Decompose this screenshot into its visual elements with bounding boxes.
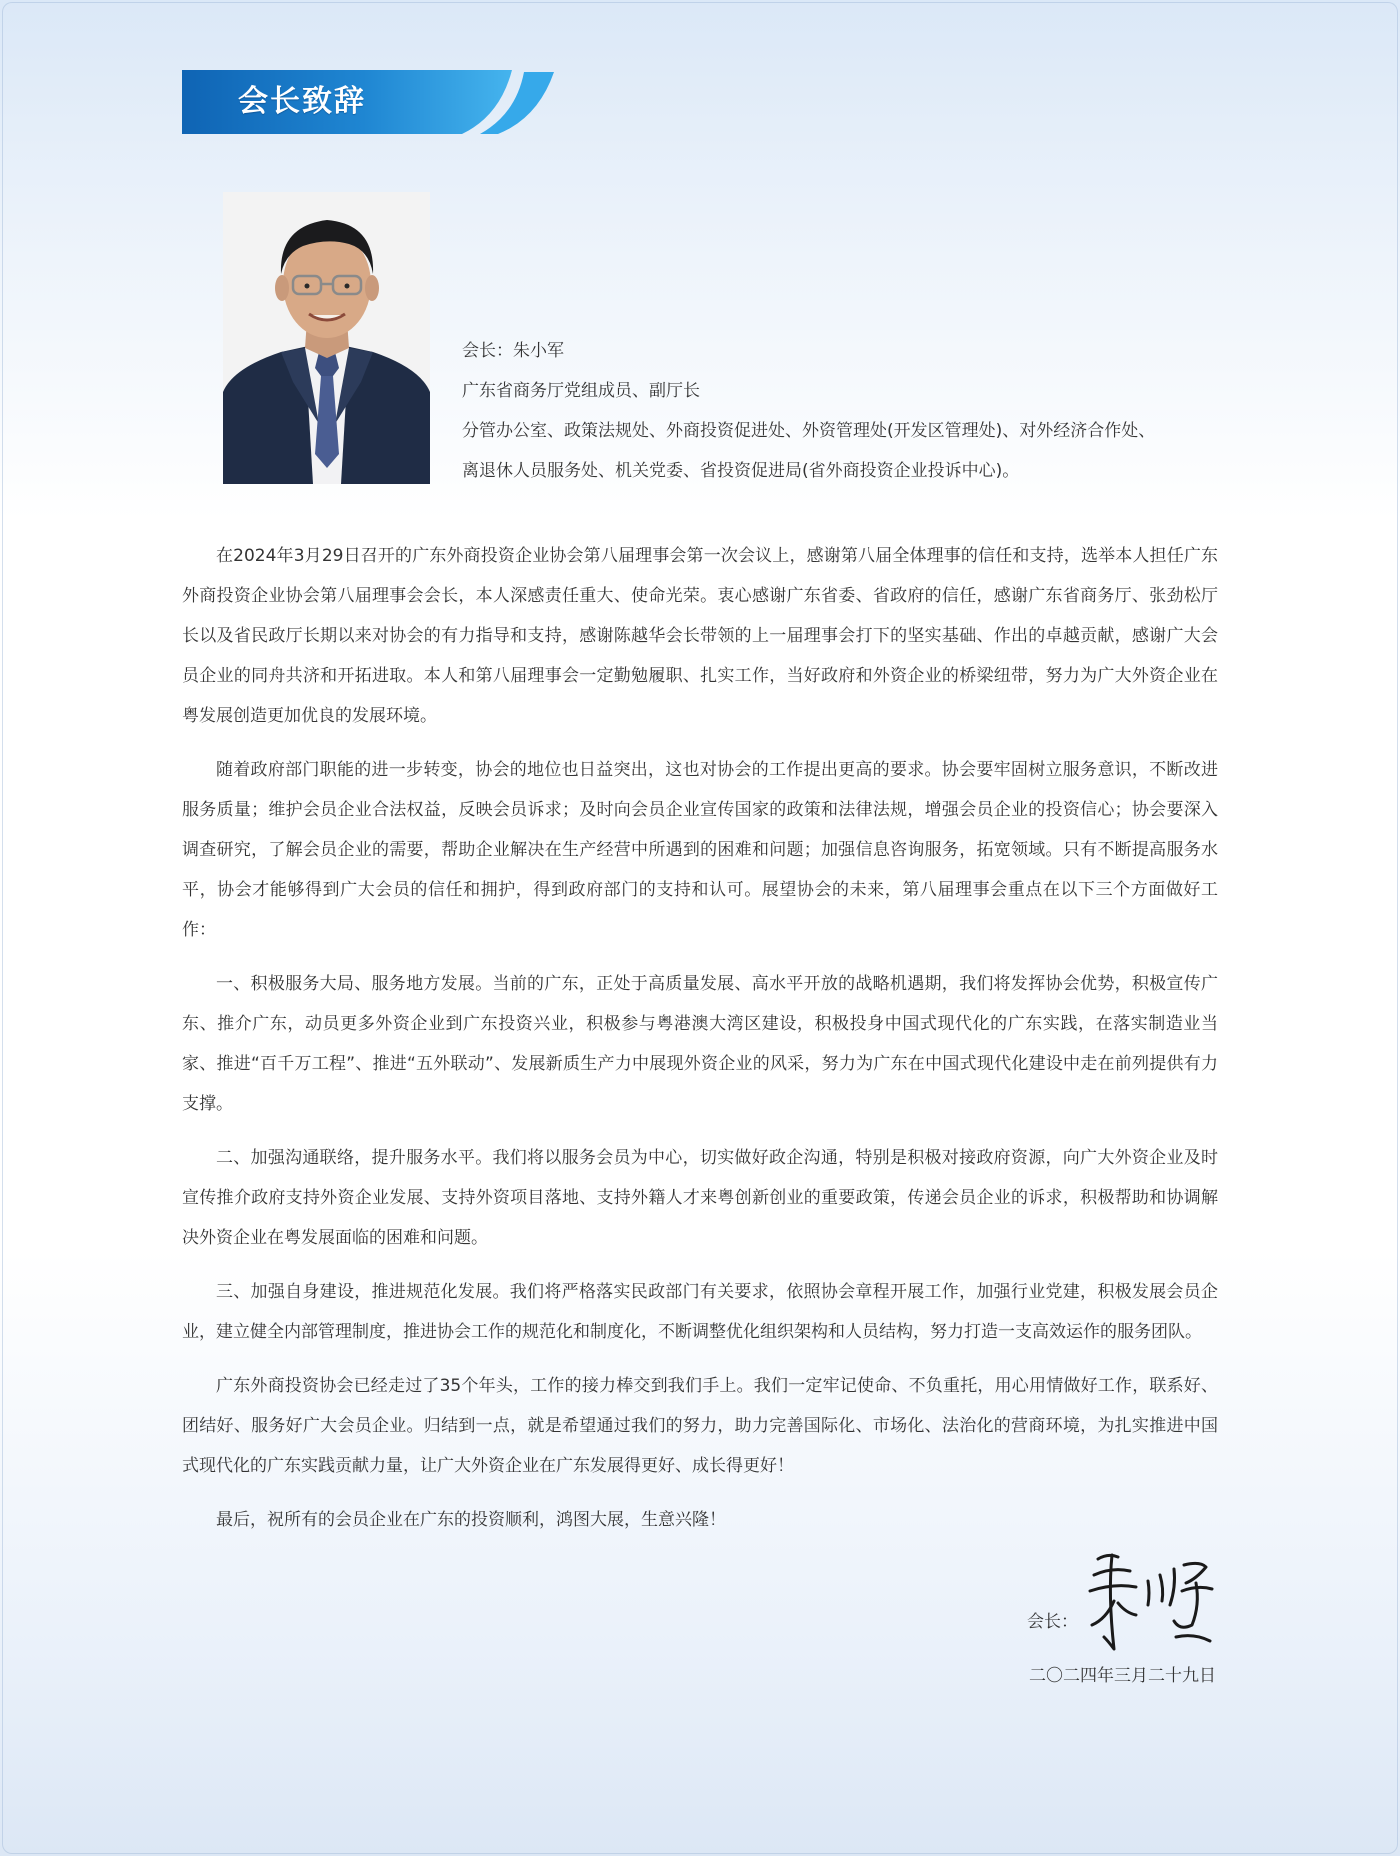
- person-icon: [223, 192, 430, 484]
- profile-duties-line-1: 分管办公室、政策法规处、外商投资促进处、外资管理处(开发区管理处)、对外经济合作处、: [462, 421, 1156, 441]
- paragraph: 一、积极服务大局、服务地方发展。当前的广东，正处于高质量发展、高水平开放的战略机遇期，我们将发挥协会优势，积极宣传广东、推介广东，动员更多外资企业到广东投资兴业，积极参与粤港澳大湾区建设，积极投身中国式现代化的广东实践，在落实制造业当家、推进“百千万工程”、推进“五外联动”、发展新质生产力中展现外资企业的风采，努力为广东在中国式现代化建设中走在前列提供有力支撑。: [182, 974, 1218, 1114]
- signature-date: 二〇二四年三月二十九日: [1029, 1666, 1216, 1686]
- portrait-photo: [223, 192, 430, 484]
- speech-body: [182, 536, 1218, 1554]
- profile-info: [462, 341, 1242, 501]
- paragraph: 随着政府部门职能的进一步转变，协会的地位也日益突出，这也对协会的工作提出更高的要求。协会要牢固树立服务意识，不断改进服务质量；维护会员企业合法权益，反映会员诉求；及时向会员企业宣传国家的政策和法律法规，增强会员企业的投资信心；协会要深入调查研究，了解会员企业的需要，帮助企业解决在生产经营中所遇到的困难和问题；加强信息咨询服务，拓宽领域。只有不断提高服务水平，协会才能够得到广大会员的信任和拥护，得到政府部门的支持和认可。展望协会的未来，第八届理事会重点在以下三个方面做好工作：: [182, 760, 1218, 940]
- handwritten-signature-icon: [1078, 1545, 1218, 1657]
- signature-label: 会长：: [1027, 1612, 1078, 1632]
- profile-name: 会长：朱小军: [462, 341, 564, 361]
- profile-duties-line-2: 离退休人员服务处、机关党委、省投资促进局(省外商投资企业投诉中心)。: [462, 461, 1020, 481]
- paragraph: 三、加强自身建设，推进规范化发展。我们将严格落实民政部门有关要求，依照协会章程开展工作，加强行业党建，积极发展会员企业，建立健全内部管理制度，推进协会工作的规范化和制度化，不断调整优化组织架构和人员结构，努力打造一支高效运作的服务团队。: [182, 1282, 1218, 1342]
- profile-position: 广东省商务厅党组成员、副厅长: [462, 381, 700, 401]
- paragraph: 最后，祝所有的会员企业在广东的投资顺利，鸿图大展，生意兴隆！: [216, 1510, 726, 1530]
- paragraph: 广东外商投资协会已经走过了35个年头，工作的接力棒交到我们手上。我们一定牢记使命、不负重托，用心用情做好工作，联系好、团结好、服务好广大会员企业。归结到一点，就是希望通过我们的努力，助力完善国际化、市场化、法治化的营商环境，为扎实推进中国式现代化的广东实践贡献力量，让广大外资企业在广东发展得更好、成长得更好！: [182, 1376, 1218, 1476]
- paragraph: 在2024年3月29日召开的广东外商投资企业协会第八届理事会第一次会议上，感谢第八届全体理事的信任和支持，选举本人担任广东外商投资企业协会第八届理事会会长，本人深感责任重大、使命光荣。衷心感谢广东省委、省政府的信任，感谢广东省商务厅、张劲松厅长以及省民政厅长期以来对协会的有力指导和支持，感谢陈越华会长带领的上一届理事会打下的坚实基础、作出的卓越贡献，感谢广大会员企业的同舟共济和开拓进取。本人和第八届理事会一定勤勉履职、扎实工作，当好政府和外资企业的桥梁纽带，努力为广大外资企业在粤发展创造更加优良的发展环境。: [182, 546, 1218, 726]
- section-banner: [182, 70, 562, 136]
- signature-block: [1020, 1545, 1220, 1685]
- page-title: 会长致辞: [238, 84, 366, 119]
- paragraph: 二、加强沟通联络，提升服务水平。我们将以服务会员为中心，切实做好政企沟通，特别是积极对接政府资源，向广大外资企业及时宣传推介政府支持外资企业发展、支持外资项目落地、支持外籍人才来粤创新创业的重要政策，传递会员企业的诉求，积极帮助和协调解决外资企业在粤发展面临的困难和问题。: [182, 1148, 1218, 1248]
